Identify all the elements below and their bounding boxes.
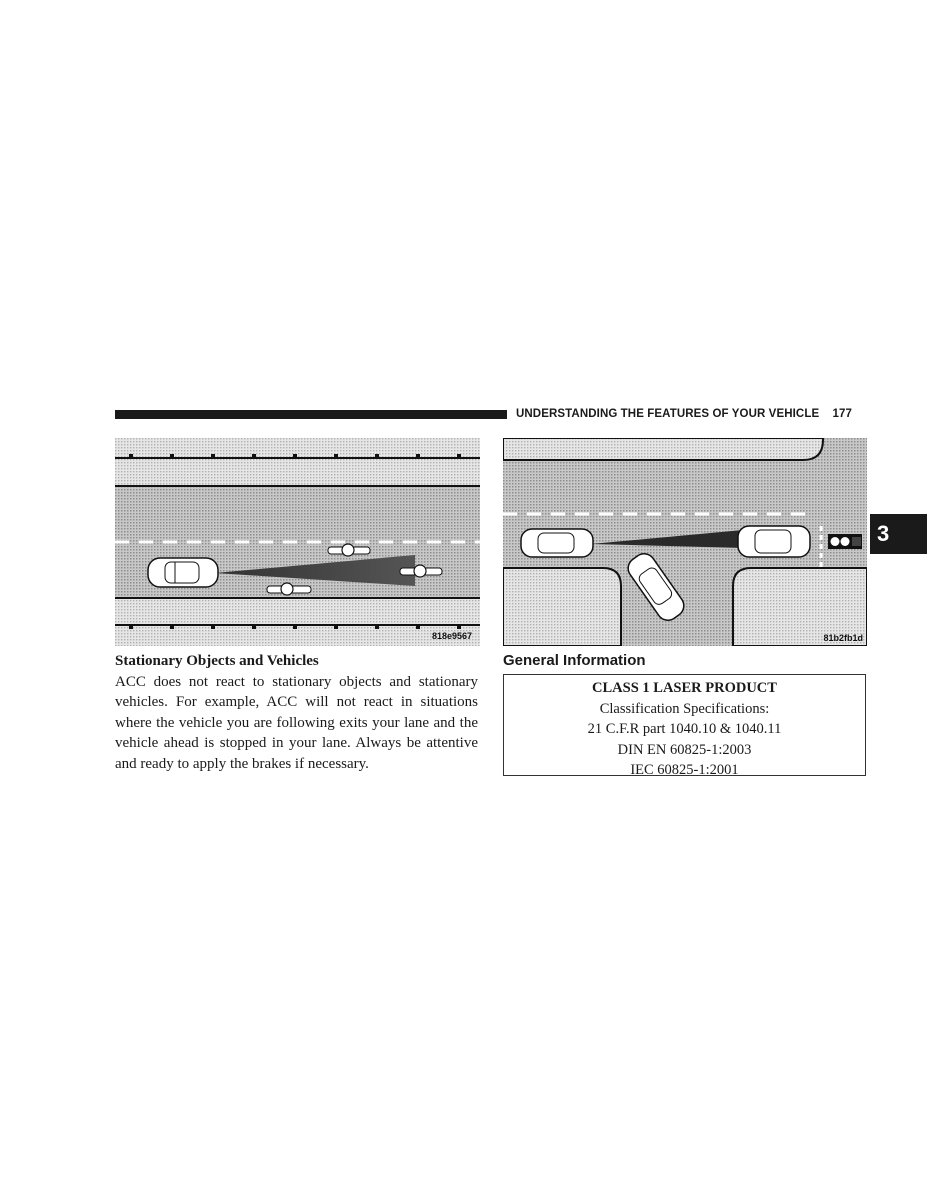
laser-box-line: IEC 60825-1:2001 (630, 762, 739, 778)
laser-classification-box (503, 674, 866, 776)
stopped-car (738, 526, 810, 557)
page-number: 177 (832, 408, 853, 420)
laser-box-line: 21 C.F.R part 1040.10 & 1040.11 (587, 721, 782, 737)
section-heading: Stationary Objects and Vehicles (115, 653, 319, 669)
running-header (516, 408, 866, 420)
general-information-heading: General Information (503, 652, 646, 669)
chapter-tab (870, 514, 927, 554)
acc-intersection-illustration (503, 438, 867, 646)
header-title: UNDERSTANDING THE FEATURES OF YOUR VEHICLE (516, 408, 820, 420)
figure-code: 818e9567 (431, 631, 472, 641)
laser-box-line: DIN EN 60825-1:2003 (617, 741, 752, 758)
chapter-number: 3 (877, 521, 890, 546)
figure-code: 81b2fb1d (823, 633, 863, 643)
intersection-drawing (503, 438, 867, 646)
traffic-light (828, 534, 862, 549)
acc-car (148, 558, 218, 587)
body-paragraph: ACC does not react to stationary objects and stationary vehicles. For example, ACC will not react in situations where the vehicle you are following exits your lane and the vehicle ahead is stopped in your lane. Always be attentive and ready to apply the brakes if necessary. (115, 674, 478, 772)
laser-box-title: CLASS 1 LASER PRODUCT (592, 680, 777, 696)
header-rule (115, 410, 507, 419)
acc-highway-illustration (115, 438, 480, 646)
laser-box-line: Classification Specifications: (599, 700, 770, 717)
acc-car (521, 529, 593, 557)
highway-drawing (115, 438, 480, 646)
